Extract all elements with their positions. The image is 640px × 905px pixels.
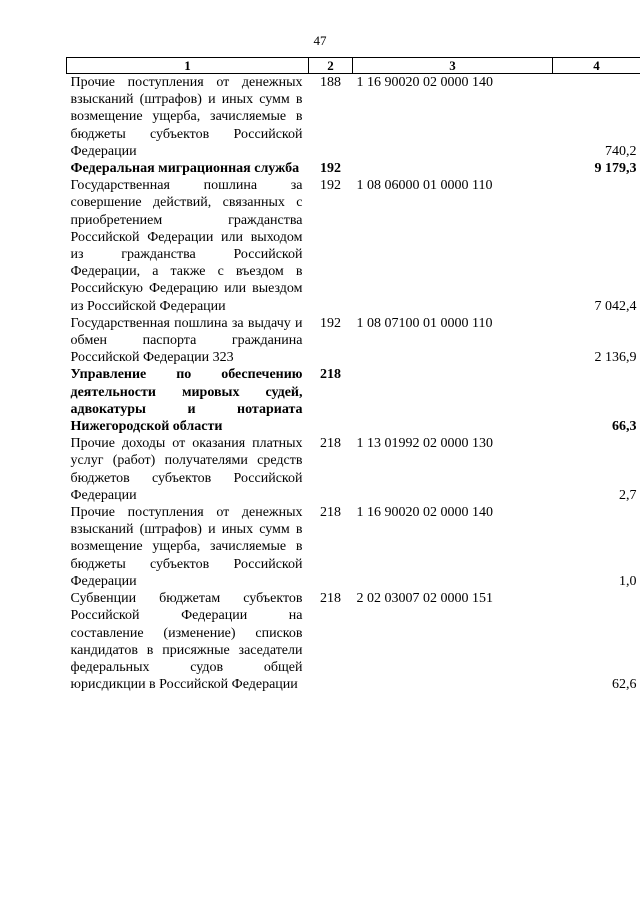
revenue-name: Прочие доходы от оказания платных услуг (работ) получателями средств бюджетов субъектов Российской Федерации	[70, 436, 303, 503]
column-header-4: 4	[553, 58, 640, 74]
administrator-code: 218	[320, 436, 341, 452]
revenue-name: Государственная пошлина за совершение действий, связанных с приобретением гражданства Российской Федерации или выходом из гражданства Российской Федерации, а также с въездом в Российскую Федерацию или выездом из Российской Федерации	[70, 178, 303, 314]
administrator-code: 192	[320, 315, 341, 331]
budget-classification-code: 1 08 07100 01 0000 110	[356, 315, 493, 331]
revenue-name: Государственная пошлина за выдачу и обмен паспорта гражданина Российской Федерации 323	[70, 315, 303, 366]
revenue-name: Федеральная миграционная служба	[70, 161, 300, 177]
amount: 62,6	[612, 677, 637, 693]
administrator-code: 218	[320, 367, 341, 383]
budget-classification-code: 2 02 03007 02 0000 151	[356, 591, 493, 607]
amount: 740,2	[605, 143, 637, 159]
table-row	[67, 74, 640, 161]
budget-classification-code: 1 13 01992 02 0000 130	[356, 436, 493, 452]
table-row	[67, 435, 640, 504]
budget-classification-code: 1 16 90020 02 0000 140	[356, 505, 493, 521]
column-header-2: 2	[309, 58, 353, 74]
column-header-1: 1	[67, 58, 309, 74]
amount: 66,3	[612, 419, 637, 435]
page-number: 47	[313, 33, 327, 48]
amount: 1,0	[619, 573, 637, 589]
revenue-name: Управление по обеспечению деятельности мировых судей, адвокатуры и нотариата Нижегородской области	[70, 367, 303, 435]
amount: 9 179,3	[594, 161, 637, 177]
header-row	[67, 58, 640, 74]
budget-table	[66, 57, 640, 693]
table-row	[67, 504, 640, 590]
budget-classification-code: 1 16 90020 02 0000 140	[356, 75, 493, 90]
table-row	[67, 315, 640, 367]
administrator-code: 218	[320, 505, 341, 521]
budget-classification-code	[353, 366, 553, 435]
amount: 2 136,9	[594, 350, 637, 366]
revenue-name: Прочие поступления от денежных взысканий (штрафов) и иных сумм в возмещение ущерба, зачисляемые в бюджеты субъектов Российской Федерации	[70, 505, 303, 589]
table-row	[67, 160, 640, 177]
administrator-code: 192	[320, 161, 341, 177]
table-row	[67, 177, 640, 315]
amount: 2,7	[619, 487, 637, 503]
administrator-code: 188	[320, 75, 341, 90]
revenue-name: Субвенции бюджетам субъектов Российской Федерации на составление (изменение) списков кандидатов в присяжные заседатели федеральных судов общей юрисдикции в Российской Федерации	[70, 591, 303, 693]
table-row	[67, 366, 640, 435]
budget-classification-code: 1 08 06000 01 0000 110	[356, 178, 493, 194]
administrator-code: 218	[320, 591, 341, 607]
revenue-name: Прочие поступления от денежных взысканий (штрафов) и иных сумм в возмещение ущерба, зачисляемые в бюджеты субъектов Российской Федерации	[70, 75, 303, 159]
amount: 7 042,4	[594, 298, 637, 314]
column-header-3: 3	[353, 58, 553, 74]
budget-classification-code	[353, 160, 553, 177]
table-row	[67, 590, 640, 693]
administrator-code: 192	[320, 178, 341, 194]
